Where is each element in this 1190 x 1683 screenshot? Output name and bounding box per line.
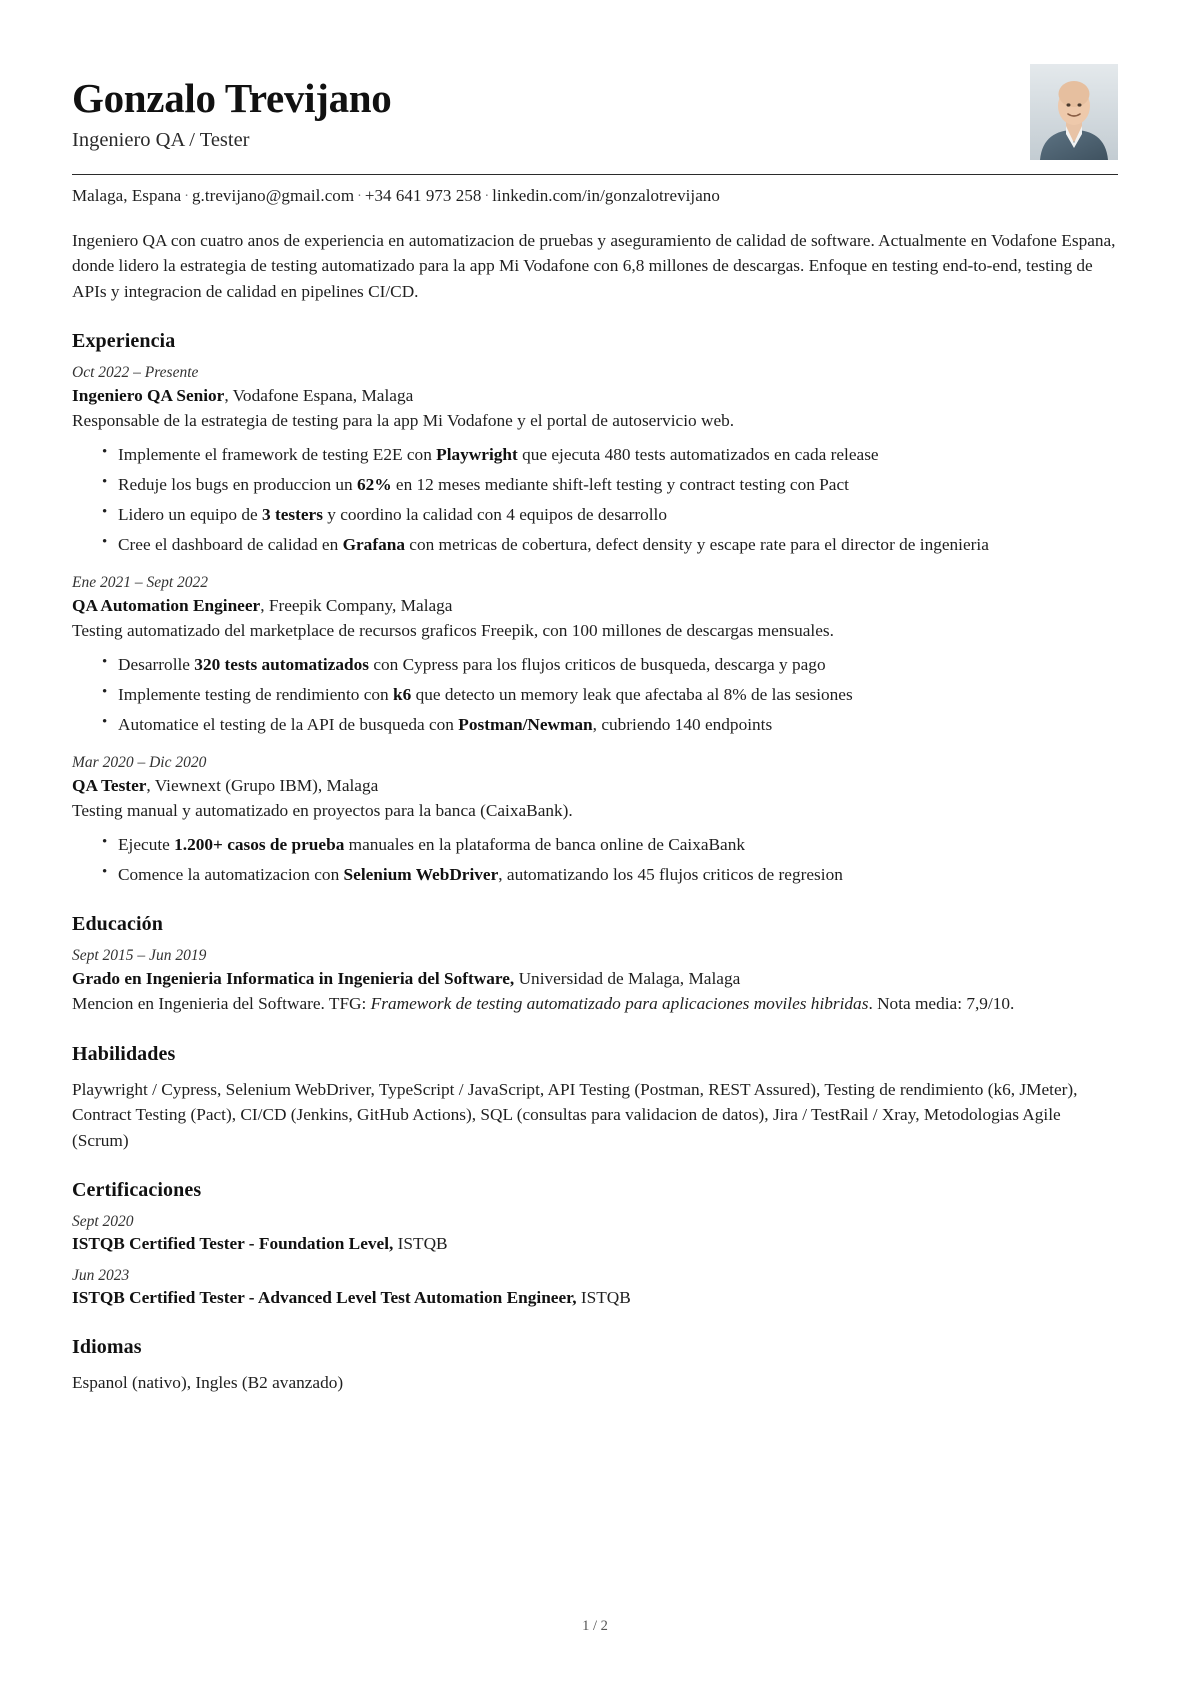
section-title-certifications: Certificaciones (72, 1179, 202, 1202)
experience-bullets (72, 443, 1118, 558)
list-item (102, 533, 1118, 558)
experience-date: Mar 2020 – Dic 2020 (72, 754, 207, 772)
certification-line (72, 1286, 1118, 1310)
section-education (72, 913, 1118, 1016)
portrait-photo-icon (1030, 64, 1118, 160)
education-institution: Universidad de Malaga, Malaga (514, 969, 741, 989)
page-title: Gonzalo Trevijano (72, 75, 392, 121)
contact-email[interactable]: g.trevijano@gmail.com (192, 186, 355, 205)
bullet-text-pre: Cree el dashboard de calidad en (118, 534, 343, 554)
education-desc-pre: Mencion en Ingenieria del Software. TFG: (72, 994, 371, 1014)
bullet-text-pre: Comence la automatizacion con (118, 864, 344, 884)
bullet-text-bold: Postman/Newman (458, 714, 593, 734)
education-entry (72, 947, 1118, 1016)
bullet-text-bold: 3 testers (261, 504, 323, 524)
bullet-text-bold: 320 tests automatizados (194, 654, 370, 674)
bullet-text-pre: Implemente testing de rendimiento con (118, 684, 393, 704)
list-item (102, 683, 1118, 708)
section-certifications (72, 1179, 1118, 1310)
bullet-text-post: que detecto un memory leak que afectaba al 8% de las sesiones (411, 684, 853, 704)
bullet-text-post: con Cypress para los flujos criticos de busqueda, descarga y pago (369, 654, 826, 674)
education-degree-line (72, 967, 1118, 991)
section-title-experience: Experiencia (72, 330, 176, 353)
page-footer: 1 / 2 (582, 1618, 608, 1634)
experience-date: Oct 2022 – Presente (72, 364, 199, 382)
professional-summary: Ingeniero QA con cuatro anos de experiencia en automatizacion de pruebas y aseguramiento de calidad de software. Actualmente en Vodafone Espana, donde lidero la estrategia de testing automatizado para la app Mi Vodafone con 6,8 millones de descargas. Enfoque en testing end-to-end, testing de APIs y integracion de calidad en pipelines CI/CD. (72, 231, 1116, 301)
bullet-text-pre: Reduje los bugs en produccion un (118, 474, 358, 494)
experience-description: Testing automatizado del marketplace de recursos graficos Freepik, con 100 millones de descargas mensuales. (72, 621, 834, 641)
section-experience (72, 330, 1118, 887)
bullet-text-pre: Automatice el testing de la API de busqueda con (118, 714, 459, 734)
list-item (102, 863, 1118, 888)
bullet-text-post: con metricas de cobertura, defect density y escape rate para el director de ingenieria (404, 534, 989, 554)
experience-date: Ene 2021 – Sept 2022 (72, 574, 209, 592)
list-item (102, 833, 1118, 858)
experience-entry (72, 574, 1118, 737)
experience-company: , Viewnext (Grupo IBM), Malaga (146, 776, 379, 796)
experience-company: , Vodafone Espana, Malaga (224, 386, 414, 406)
list-item (102, 713, 1118, 738)
header-divider (72, 174, 1118, 175)
job-title: Ingeniero QA / Tester (72, 129, 250, 152)
bullet-text-post: en 12 meses mediante shift-left testing y contract testing con Pact (391, 474, 849, 494)
bullet-text-bold: Grafana (342, 534, 405, 554)
certification-date: Sept 2020 (72, 1213, 134, 1231)
experience-role: QA Automation Engineer (72, 596, 261, 616)
contact-linkedin[interactable]: linkedin.com/in/gonzalotrevijano (492, 186, 720, 205)
bullet-text-post: y coordino la calidad con 4 equipos de desarrollo (322, 504, 668, 524)
experience-role: QA Tester (72, 776, 147, 796)
bullet-text-post: , automatizando los 45 flujos criticos de regresion (498, 864, 843, 884)
bullet-text-post: manuales en la plataforma de banca online de CaixaBank (344, 834, 746, 854)
section-skills (72, 1043, 1118, 1153)
bullet-text-post: que ejecuta 480 tests automatizados en cada release (517, 444, 879, 464)
contact-location: Malaga, Espana (72, 186, 182, 205)
contact-separator-2: · (357, 189, 362, 204)
contact-separator-1: · (184, 189, 189, 204)
list-item (102, 503, 1118, 528)
experience-bullets (72, 833, 1118, 888)
certification-line (72, 1232, 1118, 1256)
education-thesis-title: Framework de testing automatizado para aplicaciones moviles hibridas (370, 994, 869, 1014)
bullet-text-bold: 1.200+ casos de prueba (174, 834, 345, 854)
contact-phone[interactable]: +34 641 973 258 (364, 186, 482, 205)
section-title-languages: Idiomas (72, 1335, 142, 1358)
experience-role-line (72, 384, 1118, 408)
bullet-text-bold: Playwright (436, 444, 518, 464)
avatar (1030, 64, 1118, 160)
bullet-text-pre: Desarrolle (118, 654, 195, 674)
certification-issuer: ISTQB (393, 1234, 448, 1254)
experience-role-line (72, 774, 1118, 798)
experience-company: , Freepik Company, Malaga (260, 596, 453, 616)
education-date: Sept 2015 – Jun 2019 (72, 947, 207, 965)
experience-bullets (72, 653, 1118, 738)
bullet-text-pre: Implemente el framework de testing E2E con (118, 444, 437, 464)
bullet-text-pre: Lidero un equipo de (118, 504, 262, 524)
list-item (102, 653, 1118, 678)
bullet-text-pre: Ejecute (118, 834, 175, 854)
skills-text: Playwright / Cypress, Selenium WebDriver, TypeScript / JavaScript, API Testing (Postman, REST Assured), Testing de rendimiento (k6, JMeter), Contract Testing (Pact), CI/CD (Jenkins, GitHub Actions), SQL (consultas para validacion de datos), Jira / TestRail / Xray, Metodologias Agile (Scrum) (72, 1079, 1078, 1150)
education-description (72, 992, 1118, 1017)
certification-entry (72, 1213, 1118, 1256)
experience-description: Responsable de la estrategia de testing para la app Mi Vodafone y el portal de autoservicio web. (72, 411, 735, 431)
certification-date: Jun 2023 (72, 1266, 130, 1284)
contact-line (72, 186, 1118, 206)
certification-name: ISTQB Certified Tester - Foundation Level, (72, 1234, 394, 1254)
resume-header (72, 62, 1118, 160)
languages-text: Espanol (nativo), Ingles (B2 avanzado) (72, 1372, 344, 1392)
experience-role-line (72, 594, 1118, 618)
experience-entry (72, 364, 1118, 557)
list-item (102, 443, 1118, 468)
experience-description: Testing manual y automatizado en proyectos para la banca (CaixaBank). (72, 801, 573, 821)
bullet-text-bold: Selenium WebDriver (343, 864, 499, 884)
section-title-skills: Habilidades (72, 1042, 176, 1065)
education-desc-post: . Nota media: 7,9/10. (868, 994, 1015, 1014)
bullet-text-post: , cubriendo 140 endpoints (592, 714, 773, 734)
certification-name: ISTQB Certified Tester - Advanced Level Test Automation Engineer, (72, 1287, 577, 1307)
contact-separator-3: · (484, 189, 490, 204)
certification-issuer: ISTQB (576, 1287, 631, 1307)
section-title-education: Educación (72, 913, 163, 936)
section-languages (72, 1336, 1118, 1395)
bullet-text-bold: 62% (357, 474, 392, 494)
experience-entry (72, 754, 1118, 887)
header-text-block (72, 62, 392, 154)
bullet-text-bold: k6 (392, 684, 412, 704)
certification-entry (72, 1267, 1118, 1310)
list-item (102, 473, 1118, 498)
education-degree: Grado en Ingenieria Informatica in Ingenieria del Software, (72, 969, 515, 989)
experience-role: Ingeniero QA Senior (72, 386, 225, 406)
